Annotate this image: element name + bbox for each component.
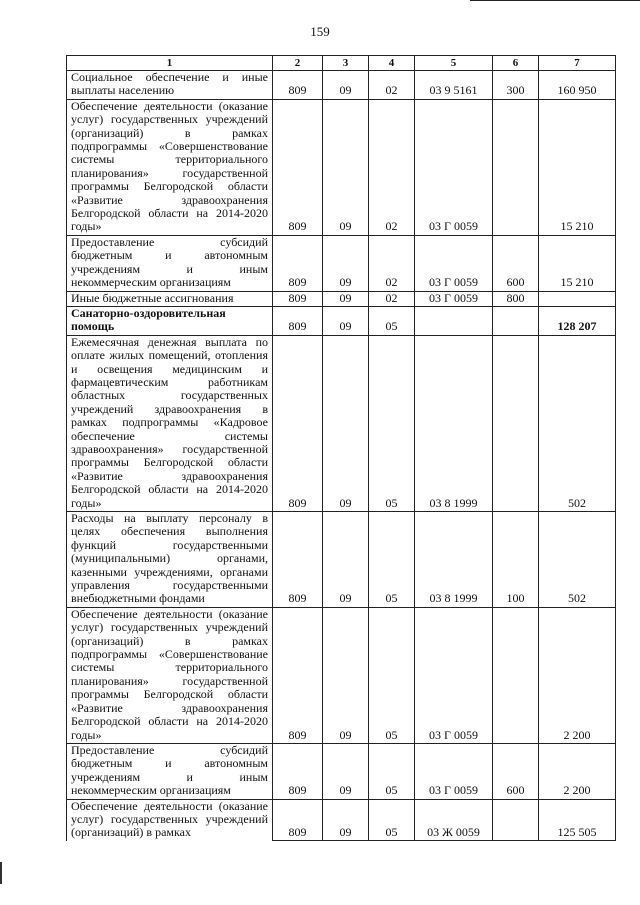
- col-header-3: 3: [323, 56, 369, 71]
- row-section-code: 09: [323, 512, 369, 608]
- row-amount: 125 505: [539, 799, 616, 841]
- row-section-code: 09: [323, 71, 369, 100]
- row-amount: 502: [539, 335, 616, 511]
- row-target-code: 03 9 5161: [415, 71, 493, 100]
- row-name-cell: Предоставление субсидий бюджетным и автономным учреждениям и иным некоммерческим организациям: [67, 743, 273, 799]
- row-ministry-code: 809: [273, 335, 323, 511]
- row-expense-type: 300: [493, 71, 539, 100]
- row-name-cell: Обеспечение деятельности (оказание услуг) государственных учреждений (организаций) в рамках подпрограммы «Совершенствование системы территориального планирования» государственной программы Белгородской области «Развитие здравоохранения Белгородской области на 2014-2020 годы»: [67, 99, 273, 235]
- row-expense-type: [493, 607, 539, 743]
- page-number: 159: [310, 24, 330, 39]
- col-header-2: 2: [273, 56, 323, 71]
- table-row: [67, 71, 616, 100]
- col-header-4: 4: [369, 56, 415, 71]
- row-target-code: 03 8 1999: [415, 335, 493, 511]
- row-expense-type: 600: [493, 743, 539, 799]
- row-section-code: 09: [323, 306, 369, 335]
- row-name-cell: Санаторно-оздоровительная помощь: [67, 306, 273, 335]
- row-name-cell: Расходы на выплату персоналу в целях обеспечения выполнения функций государственными (муниципальными) органами, казенными учреждениями, органами управления государственными внебюджетными фондами: [67, 512, 273, 608]
- row-subsection-code: 02: [369, 235, 415, 291]
- row-subsection-code: 02: [369, 71, 415, 100]
- row-target-code: 03 Г 0059: [415, 743, 493, 799]
- row-ministry-code: 809: [273, 235, 323, 291]
- row-subsection-code: 05: [369, 335, 415, 511]
- row-subsection-code: 05: [369, 512, 415, 608]
- row-target-code: 03 8 1999: [415, 512, 493, 608]
- table-row: [67, 799, 616, 841]
- scan-edge-mark: [0, 862, 2, 884]
- row-name-cell: Ежемесячная денежная выплата по оплате жилых помещений, отопления и освещения медицинским и фармацевтическим работникам областных государственных учреждений здравоохранения в рамках подпрограммы «Кадровое обеспечение системы здравоохранения» государственной программы Белгородской области «Развитие здравоохранения Белгородской области на 2014-2020 годы»: [67, 335, 273, 511]
- row-expense-type: [493, 335, 539, 511]
- row-section-code: 09: [323, 335, 369, 511]
- row-target-code: [415, 306, 493, 335]
- row-subsection-code: 05: [369, 799, 415, 841]
- header-row: [67, 56, 616, 71]
- row-name-cell: Обеспечение деятельности (оказание услуг) государственных учреждений (организаций) в рамках подпрограммы «Совершенствование системы территориального планирования» государственной программы Белгородской области «Развитие здравоохранения Белгородской области на 2014-2020 годы»: [67, 607, 273, 743]
- table-row: [67, 335, 616, 511]
- row-subsection-code: 05: [369, 306, 415, 335]
- table-row: [67, 512, 616, 608]
- row-expense-type: [493, 799, 539, 841]
- row-subsection-code: 02: [369, 291, 415, 306]
- row-expense-type: 600: [493, 235, 539, 291]
- row-target-code: 03 Г 0059: [415, 235, 493, 291]
- row-ministry-code: 809: [273, 799, 323, 841]
- row-section-code: 09: [323, 799, 369, 841]
- row-subsection-code: 02: [369, 99, 415, 235]
- row-subsection-code: 05: [369, 607, 415, 743]
- table-row: [67, 291, 616, 306]
- row-amount: 15 210: [539, 235, 616, 291]
- table-row: [67, 235, 616, 291]
- row-name-cell: Предоставление субсидий бюджетным и автономным учреждениям и иным некоммерческим организациям: [67, 235, 273, 291]
- row-expense-type: [493, 306, 539, 335]
- budget-table: [66, 55, 616, 841]
- row-amount: 502: [539, 512, 616, 608]
- col-header-5: 5: [415, 56, 493, 71]
- table-row: [67, 743, 616, 799]
- row-name-cell: Иные бюджетные ассигнования: [67, 291, 273, 306]
- row-section-code: 09: [323, 99, 369, 235]
- row-ministry-code: 809: [273, 512, 323, 608]
- row-section-code: 09: [323, 607, 369, 743]
- row-ministry-code: 809: [273, 99, 323, 235]
- row-ministry-code: 809: [273, 291, 323, 306]
- row-section-code: 09: [323, 291, 369, 306]
- row-subsection-code: 05: [369, 743, 415, 799]
- row-amount: 15 210: [539, 99, 616, 235]
- row-amount: 2 200: [539, 607, 616, 743]
- row-ministry-code: 809: [273, 607, 323, 743]
- row-target-code: 03 Г 0059: [415, 291, 493, 306]
- row-target-code: 03 Ж 0059: [415, 799, 493, 841]
- row-name-cell: Обеспечение деятельности (оказание услуг) государственных учреждений (организаций) в рамках: [67, 799, 273, 841]
- row-section-code: 09: [323, 235, 369, 291]
- row-target-code: 03 Г 0059: [415, 607, 493, 743]
- col-header-1: 1: [67, 56, 273, 71]
- col-header-7: 7: [539, 56, 616, 71]
- row-section-code: 09: [323, 743, 369, 799]
- table-row: [67, 306, 616, 335]
- top-rule: [470, 0, 640, 1]
- row-amount: [539, 291, 616, 306]
- row-target-code: 03 Г 0059: [415, 99, 493, 235]
- table-row: [67, 99, 616, 235]
- row-expense-type: [493, 99, 539, 235]
- row-amount: 160 950: [539, 71, 616, 100]
- row-ministry-code: 809: [273, 306, 323, 335]
- row-expense-type: 800: [493, 291, 539, 306]
- table-row: [67, 607, 616, 743]
- row-amount: 2 200: [539, 743, 616, 799]
- row-name-cell: Социальное обеспечение и иные выплаты населению: [67, 71, 273, 100]
- row-expense-type: 100: [493, 512, 539, 608]
- row-ministry-code: 809: [273, 71, 323, 100]
- row-ministry-code: 809: [273, 743, 323, 799]
- row-amount: 128 207: [539, 306, 616, 335]
- col-header-6: 6: [493, 56, 539, 71]
